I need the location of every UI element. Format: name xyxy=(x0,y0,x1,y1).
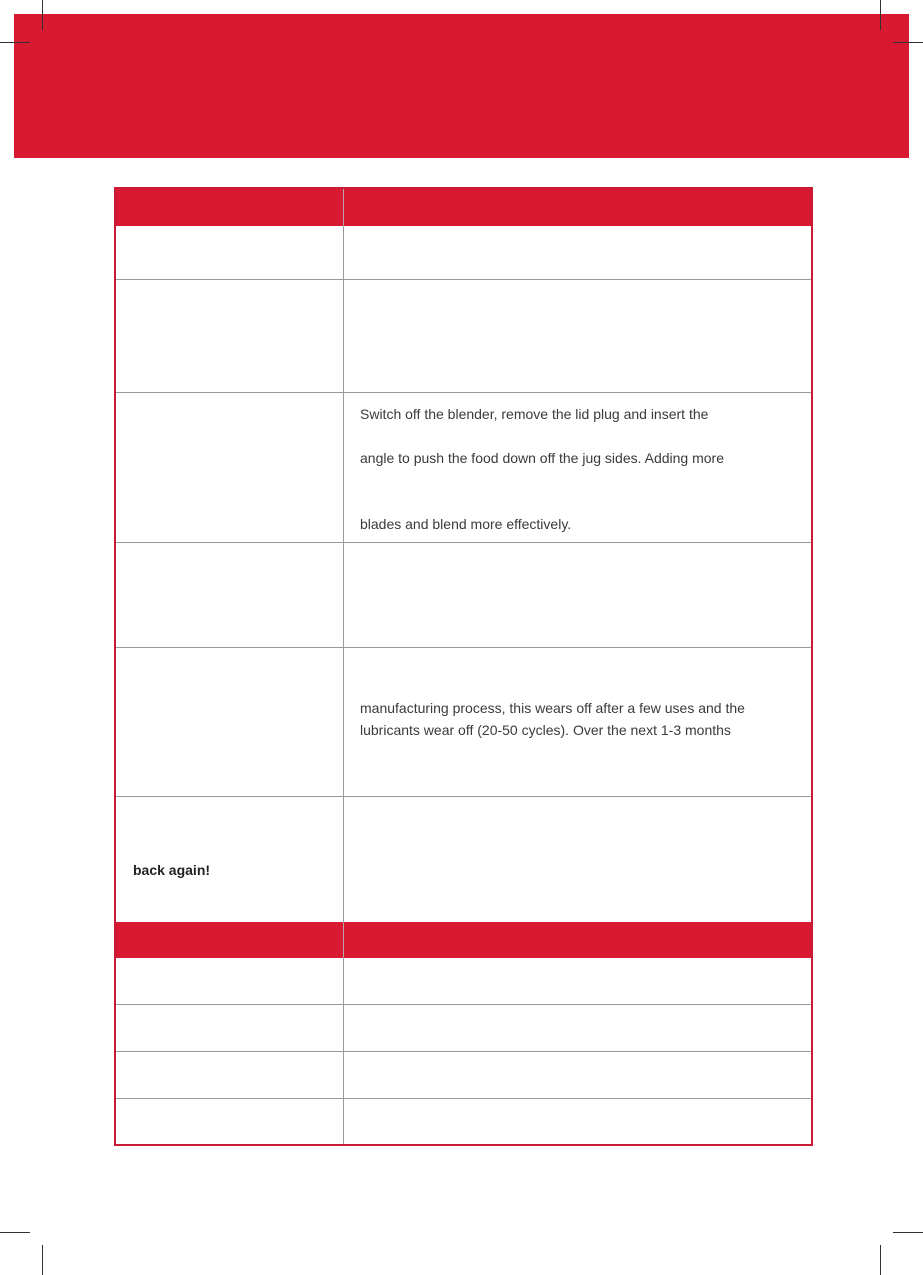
column-divider xyxy=(343,922,344,958)
crop-mark-top-right-v xyxy=(880,0,881,30)
crop-mark-bottom-right-v xyxy=(880,1245,881,1275)
table-row xyxy=(116,280,811,393)
column-divider xyxy=(343,958,344,1004)
crop-mark-bottom-left-h xyxy=(0,1232,30,1233)
crop-mark-top-right-h xyxy=(893,42,923,43)
table-row xyxy=(116,1099,811,1144)
troubleshooting-table xyxy=(114,187,813,1146)
crop-mark-top-left-v xyxy=(42,0,43,30)
table-row xyxy=(116,543,811,648)
column-divider xyxy=(343,393,344,542)
column-divider xyxy=(343,280,344,392)
column-divider xyxy=(343,226,344,279)
solution-text-line: blades and blend more effectively. xyxy=(360,516,572,532)
solution-text-line: angle to push the food down off the jug sides. Adding more xyxy=(360,450,724,466)
column-divider xyxy=(343,797,344,922)
problem-label: back again! xyxy=(133,862,211,878)
table-row xyxy=(116,226,811,280)
solution-text-line: lubricants wear off (20-50 cycles). Over the next 1-3 months xyxy=(360,722,731,738)
column-divider xyxy=(343,648,344,796)
column-divider xyxy=(343,189,344,226)
column-divider xyxy=(343,1099,344,1144)
table-row-motor xyxy=(116,648,811,797)
column-divider xyxy=(343,1052,344,1098)
table-row-restart xyxy=(116,797,811,922)
crop-mark-top-left-h xyxy=(0,42,30,43)
table-row-blocked-food xyxy=(116,393,811,543)
crop-mark-bottom-right-h xyxy=(893,1232,923,1233)
crop-mark-bottom-left-v xyxy=(42,1245,43,1275)
column-divider xyxy=(343,543,344,647)
table-row xyxy=(116,958,811,1005)
table-header-row xyxy=(116,189,811,226)
table-header-row xyxy=(116,922,811,958)
header-banner xyxy=(14,14,909,158)
column-divider xyxy=(343,1005,344,1051)
table-row xyxy=(116,1005,811,1052)
solution-text-line: Switch off the blender, remove the lid plug and insert the xyxy=(360,406,709,422)
solution-text-line: manufacturing process, this wears off after a few uses and the xyxy=(360,700,745,716)
table-row xyxy=(116,1052,811,1099)
